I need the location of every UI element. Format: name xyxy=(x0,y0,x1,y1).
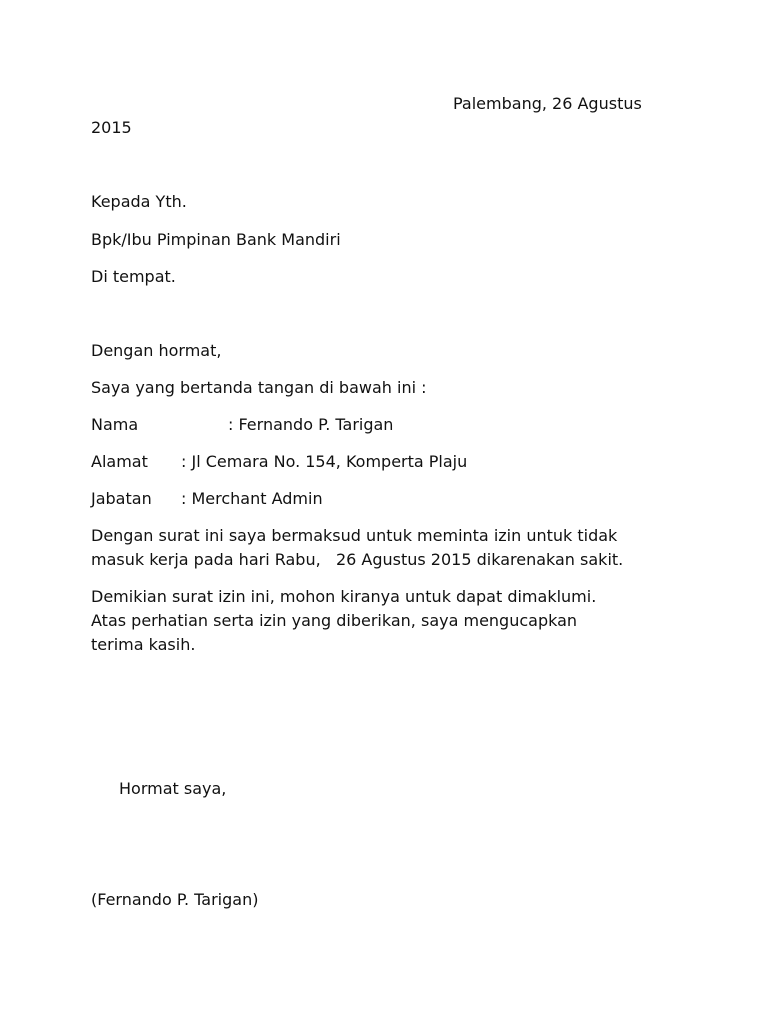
date-line: Palembang, 26 Agustus xyxy=(453,94,642,113)
intro-text: Saya yang bertanda tangan di bawah ini : xyxy=(91,378,427,397)
recipient-line-2: Bpk/Ibu Pimpinan Bank Mandiri xyxy=(91,230,341,249)
field-value-jabatan: : Merchant Admin xyxy=(181,489,323,508)
recipient-line-3: Di tempat. xyxy=(91,267,176,286)
field-value-nama: : Fernando P. Tarigan xyxy=(228,415,394,434)
body-paragraph-2-line-3: terima kasih. xyxy=(91,635,196,654)
field-value-alamat: : Jl Cemara No. 154, Komperta Plaju xyxy=(181,452,468,471)
greeting: Dengan hormat, xyxy=(91,341,222,360)
closing: Hormat saya, xyxy=(119,779,227,798)
recipient-line-1: Kepada Yth. xyxy=(91,192,187,211)
body-paragraph-2-line-2: Atas perhatian serta izin yang diberikan, saya mengucapkan xyxy=(91,611,578,630)
body-paragraph-1-line-2: masuk kerja pada hari Rabu, 26 Agustus 2015 dikarenakan sakit. xyxy=(91,550,624,569)
date-line-continued: 2015 xyxy=(91,118,132,137)
body-paragraph-1-line-1: Dengan surat ini saya bermaksud untuk meminta izin untuk tidak xyxy=(91,526,618,545)
body-paragraph-2-line-1: Demikian surat izin ini, mohon kiranya untuk dapat dimaklumi. xyxy=(91,587,597,606)
field-label-alamat: Alamat xyxy=(91,452,148,471)
signature-name: (Fernando P. Tarigan) xyxy=(91,890,259,909)
field-label-nama: Nama xyxy=(91,415,139,434)
field-label-jabatan: Jabatan xyxy=(91,489,152,508)
